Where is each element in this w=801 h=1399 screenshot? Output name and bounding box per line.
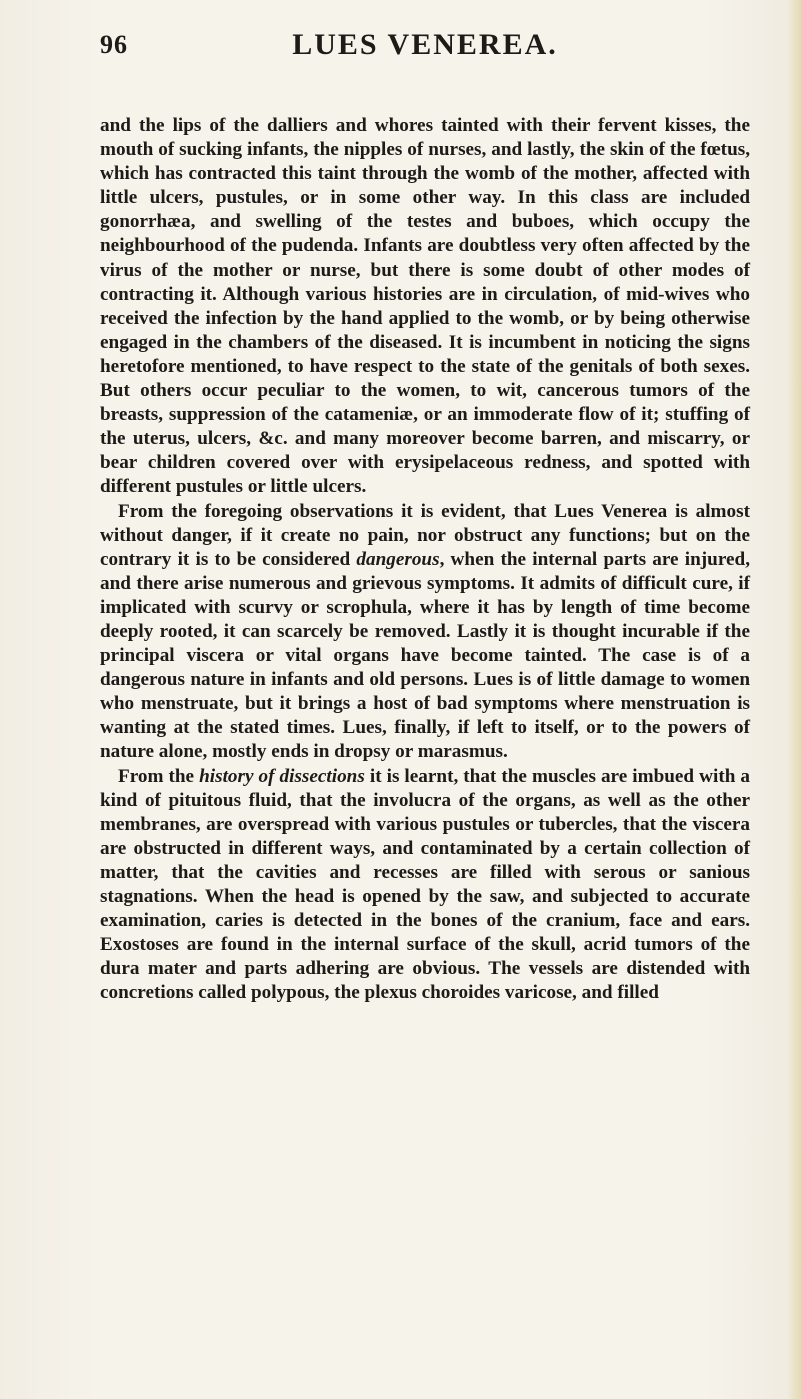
running-head: LUES VENEREA. bbox=[292, 28, 558, 61]
paragraph bbox=[100, 114, 750, 500]
page-number: 96 bbox=[100, 30, 128, 59]
text-run: From the foregoing observations it is evident, that Lues Venerea is almost without danger, if it create no pain, nor obstruct any functions; but on the contrary it is to be considered bbox=[100, 500, 750, 570]
text-run: From the bbox=[118, 765, 200, 787]
text-run: , when the internal parts are injured, and there arise numerous and grievous symptoms. It admits of difficult cure, if implicated with scurvy or scrophula, where it has by length of time become deeply rooted, it can scarcely be removed. Lastly it is thought incurable if the principal viscera or vital organs have become tainted. The case is of a dangerous nature in infants and old persons. Lues is of little damage to women who menstruate, but it brings a host of bad symptoms where menstruation is wanting at the stated times. Lues, finally, if left to itself, or to the powers of nature alone, mostly ends in dropsy or marasmus. bbox=[100, 548, 750, 763]
page-edge-shading bbox=[787, 0, 801, 1399]
italic-phrase: dangerous bbox=[356, 548, 440, 570]
text-run: and the lips of the dalliers and whores tainted with their fervent kisses, the mouth of sucking infants, the nipples of nurses, and lastly, the skin of the fœtus, which has contracted this taint through the womb of the mother, affected with little ulcers, pustules, or in some other way. In this class are included gonorrhæa, and swelling of the testes and buboes, which occupy the neighbourhood of the pudenda. Infants are doubtless very often affected by the virus of the mother or nurse, but there is some doubt of other modes of contracting it. Although various histories are in circulation, of mid-wives who received the infection by the hand applied to the womb, or by being otherwise engaged in the chambers of the diseased. It is incumbent in noticing the signs heretofore mentioned, to have respect to the state of the genitals of both sexes. But others occur peculiar to the women, to wit, cancerous tumors of the breasts, suppression of the catameniæ, or an immoderate flow of it; stuffing of the uterus, ulcers, &c. and many moreover become barren, and miscarry, or bear children covered over with erysipelaceous redness, and spotted with different pustules or little ulcers. bbox=[100, 115, 750, 498]
italic-phrase: history of dissections bbox=[199, 765, 365, 787]
page-header bbox=[100, 22, 750, 72]
paragraph bbox=[100, 765, 750, 1006]
text-run: it is learnt, that the muscles are imbued with a kind of pituitous fluid, that the involucra of the organs, as well as the other membranes, are overspread with various pustules or tubercles, that the viscera are obstructed in different ways, and contaminated by a certain collection of matter, that the cavities and recesses are filled with serous or sanious stagnations. When the head is opened by the saw, and subjected to accurate examination, caries is detected in the bones of the cranium, face and ears. Exostoses are found in the internal surface of the skull, acrid tumors of the dura mater and parts adhering are obvious. The vessels are distended with concretions called polypous, the plexus choroides varicose, and filled bbox=[100, 765, 751, 1004]
paragraph bbox=[100, 500, 750, 765]
body-text bbox=[100, 114, 750, 1005]
